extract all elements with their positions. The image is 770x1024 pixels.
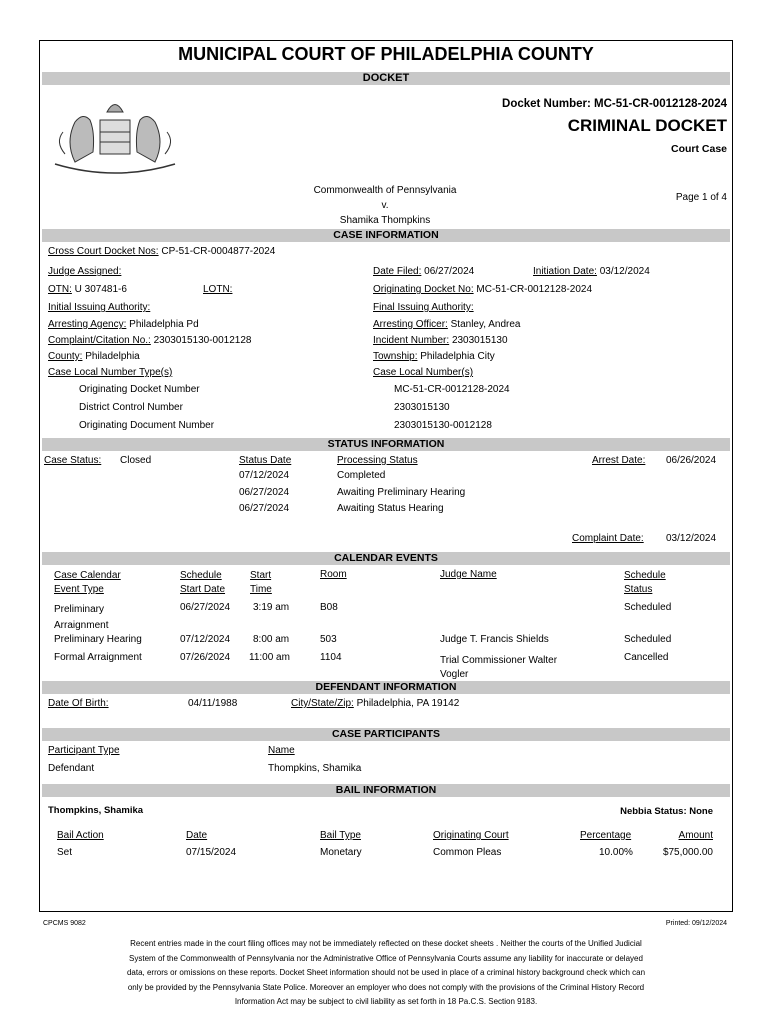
incident-label: Incident Number:	[373, 335, 450, 346]
cross-court-docket	[48, 246, 275, 257]
initiation-label: Initiation Date:	[533, 266, 597, 277]
court-title: MUNICIPAL COURT OF PHILADELPHIA COUNTY	[178, 44, 594, 64]
disclaimer-line: Recent entries made in the court filing offices may not be immediately reflected on these docket sheets . Neither the courts of the Unified Judicial	[130, 939, 642, 948]
processing-status-label: Processing Status	[337, 455, 418, 466]
status-row-date: 06/27/2024	[239, 503, 290, 514]
cal-time: 11:00 am	[249, 652, 290, 663]
bail-percentage: 10.00%	[599, 847, 633, 858]
otn-label: OTN:	[48, 284, 72, 295]
initiation-date	[533, 266, 650, 277]
cal-header-event-type	[54, 569, 121, 597]
cal-header-line: Case Calendar	[54, 570, 121, 581]
bail-amount: $75,000.00	[662, 847, 713, 858]
cal-judge: Judge T. Francis Shields	[440, 634, 549, 645]
participant-type-value: Defendant	[48, 763, 95, 774]
calendar-events-bar: CALENDAR EVENTS	[42, 552, 730, 565]
status-row-status: Awaiting Preliminary Hearing	[337, 487, 466, 498]
participant-type-label: Participant Type	[48, 745, 120, 756]
cal-header-judge: Judge Name	[440, 569, 497, 580]
local-types-label: Case Local Number Type(s)	[48, 367, 173, 378]
cal-header-start-date	[180, 569, 225, 597]
disclaimer-line: Information Act may be subject to civil liability as set forth in 18 Pa.C.S. Section 9183.	[234, 997, 538, 1006]
cal-header-line: Schedule	[180, 570, 222, 581]
status-date-label: Status Date	[239, 455, 292, 466]
complaint-number	[48, 335, 252, 346]
status-row-date: 06/27/2024	[239, 487, 290, 498]
form-id: CPCMS 9082	[43, 920, 86, 927]
caption-defendant: Shamika Thompkins	[339, 215, 431, 226]
bail-header-percentage: Percentage	[580, 830, 632, 841]
initial-authority-label: Initial Issuing Authority:	[48, 302, 151, 313]
participant-name-value: Thompkins, Shamika	[268, 763, 362, 774]
participant-name-label: Name	[268, 745, 295, 756]
disclaimer	[40, 937, 732, 1010]
case-type: Court Case	[670, 143, 727, 155]
cal-date: 06/27/2024	[180, 602, 231, 613]
dob-label: Date Of Birth:	[48, 698, 109, 709]
judge-assigned-label: Judge Assigned:	[48, 266, 122, 277]
local-type-item: Originating Docket Number	[79, 384, 200, 395]
township-label: Township:	[373, 351, 418, 362]
cross-court-value: CP-51-CR-0004877-2024	[161, 246, 276, 257]
date-filed-label: Date Filed:	[373, 266, 422, 277]
bail-type: Monetary	[320, 847, 362, 858]
cal-time: 8:00 am	[253, 634, 290, 645]
cal-status: Cancelled	[624, 652, 669, 663]
cross-court-label: Cross Court Docket Nos:	[48, 246, 159, 257]
county-value: Philadelphia	[85, 351, 140, 362]
status-row-status: Completed	[337, 470, 386, 481]
otn-value: U 307481-6	[74, 284, 127, 295]
city-value: Philadelphia, PA 19142	[356, 698, 460, 709]
cal-judge-line: Vogler	[440, 669, 469, 680]
cal-header-line: Time	[250, 584, 272, 595]
city-state-zip	[291, 698, 459, 709]
cal-header-start-time	[250, 569, 272, 597]
disclaimer-line: data, errors or omissions on these reports. Docket Sheet information should not be used in place of a criminal history background check which can	[126, 968, 646, 977]
orig-docket-value: MC-51-CR-0012128-2024	[476, 284, 593, 295]
arresting-agency-value: Philadelphia Pd	[129, 319, 199, 330]
case-information-bar: CASE INFORMATION	[42, 229, 730, 242]
date-filed-value: 06/27/2024	[424, 266, 475, 277]
bail-header-action: Bail Action	[57, 830, 104, 841]
cal-event-type-line: Arraignment	[54, 620, 109, 631]
cal-judge-line: Trial Commissioner Walter	[440, 655, 558, 666]
bail-court: Common Pleas	[433, 847, 502, 858]
bail-header-date: Date	[186, 830, 208, 841]
disclaimer-line: System of the Commonwealth of Pennsylvania nor the Administrative Office of Pennsylvania Courts assume any liability for inaccurate or delayed	[129, 953, 643, 963]
arresting-agency	[48, 319, 199, 330]
local-number-item: 2303015130	[394, 402, 450, 413]
local-type-item: District Control Number	[79, 402, 183, 413]
cal-header-line: Start Date	[180, 584, 226, 595]
case-caption	[300, 183, 470, 228]
docket-type: CRIMINAL DOCKET	[567, 116, 727, 135]
cal-room: 1104	[320, 652, 342, 663]
caption-versus: v.	[381, 200, 389, 211]
cal-header-status	[624, 569, 666, 597]
bail-date: 07/15/2024	[186, 847, 237, 858]
page-number: Page 1 of 4	[675, 192, 727, 203]
cal-judge	[440, 654, 557, 682]
bail-action: Set	[57, 847, 73, 858]
cal-event-type: Preliminary Hearing	[54, 634, 142, 645]
cal-header-room: Room	[320, 569, 347, 580]
case-participants-bar: CASE PARTICIPANTS	[42, 728, 730, 741]
date-filed	[373, 266, 474, 277]
printed-date: Printed: 09/12/2024	[665, 920, 727, 927]
township-value: Philadelphia City	[420, 351, 495, 362]
lotn-label: LOTN:	[203, 284, 233, 295]
cal-event-type-line: Preliminary	[54, 604, 105, 615]
nebbia-status: Nebbia Status: None	[620, 806, 713, 817]
cal-header-line: Start	[250, 570, 272, 581]
status-row-status: Awaiting Status Hearing	[337, 503, 444, 514]
cal-room: B08	[320, 602, 338, 613]
docket-number: Docket Number: MC-51-CR-0012128-2024	[502, 98, 727, 110]
disclaimer-line: only be provided by the Pennsylvania State Police. Moreover an employer who does not comply with the provisions of the Criminal History Record	[127, 982, 645, 992]
township	[373, 351, 495, 362]
city-label: City/State/Zip:	[291, 698, 354, 709]
local-type-item: Originating Document Number	[79, 420, 215, 431]
pennsylvania-seal-icon	[45, 92, 185, 174]
otn	[48, 284, 127, 295]
case-status-value: Closed	[120, 455, 152, 466]
cal-time: 3:19 am	[253, 602, 290, 613]
initiation-value: 03/12/2024	[599, 266, 650, 277]
arresting-officer	[373, 319, 521, 330]
cal-status: Scheduled	[624, 602, 672, 613]
cal-status: Scheduled	[624, 634, 672, 645]
orig-docket-label: Originating Docket No:	[373, 284, 474, 295]
arrest-date-label: Arrest Date:	[592, 455, 646, 466]
bail-defendant-name: Thompkins, Shamika	[48, 805, 144, 816]
complaint-label: Complaint/Citation No.:	[48, 335, 151, 346]
complaint-date-value: 03/12/2024	[666, 533, 717, 544]
final-authority-label: Final Issuing Authority:	[373, 302, 474, 313]
bail-header-type: Bail Type	[320, 830, 361, 841]
incident-value: 2303015130	[451, 335, 508, 346]
local-numbers-label: Case Local Number(s)	[373, 367, 474, 378]
local-number-item: MC-51-CR-0012128-2024	[394, 384, 510, 395]
complaint-value: 2303015130-0012128	[153, 335, 252, 346]
cal-event-type	[54, 602, 108, 634]
docket-bar: DOCKET	[42, 72, 730, 85]
cal-header-line: Schedule	[624, 570, 666, 581]
dob-value: 04/11/1988	[188, 698, 238, 709]
county-label: County:	[48, 351, 83, 362]
cal-date: 07/12/2024	[180, 634, 231, 645]
bail-header-court: Originating Court	[433, 830, 509, 841]
complaint-date-label: Complaint Date:	[572, 533, 644, 544]
arrest-date-value: 06/26/2024	[666, 455, 717, 466]
cal-date: 07/26/2024	[180, 652, 231, 663]
bail-information-bar: BAIL INFORMATION	[42, 784, 730, 797]
arresting-officer-value: Stanley, Andrea	[450, 319, 521, 330]
cal-room: 503	[320, 634, 337, 645]
cal-header-line: Status	[624, 584, 653, 595]
cal-event-type: Formal Arraignment	[54, 652, 142, 663]
local-number-item: 2303015130-0012128	[394, 420, 492, 431]
originating-docket	[373, 284, 592, 295]
status-row-date: 07/12/2024	[239, 470, 290, 481]
defendant-information-bar: DEFENDANT INFORMATION	[42, 681, 730, 694]
arresting-agency-label: Arresting Agency:	[48, 319, 127, 330]
arresting-officer-label: Arresting Officer:	[373, 319, 448, 330]
case-status-label: Case Status:	[44, 455, 102, 466]
bail-header-amount: Amount	[678, 830, 713, 841]
county	[48, 351, 140, 362]
incident-number	[373, 335, 508, 346]
status-information-bar: STATUS INFORMATION	[42, 438, 730, 451]
cal-header-line: Event Type	[54, 584, 104, 595]
caption-plaintiff: Commonwealth of Pennsylvania	[313, 185, 457, 196]
